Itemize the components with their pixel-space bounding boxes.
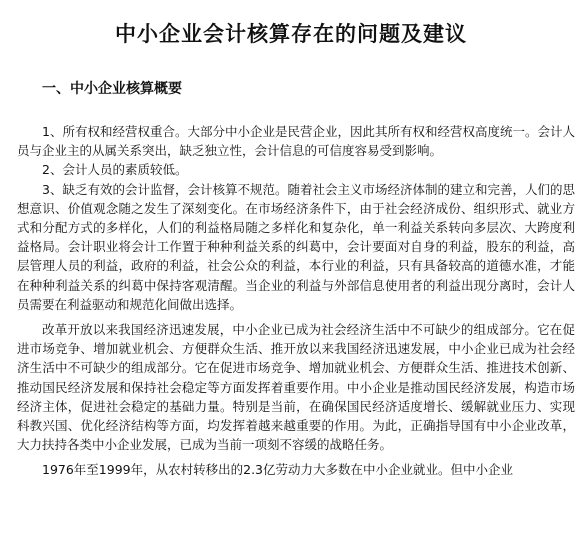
paragraph-ownership: 1、所有权和经营权重合。大部分中小企业是民营企业，因此其所有权和经营权高度统一。会计人员与企业主的从属关系突出，缺乏独立性，会计信息的可信度容易受到影响。 xyxy=(17,124,575,159)
paragraph-supervision: 3、缺乏有效的会计监督，会计核算不规范。随着社会主义市场经济体制的建立和完善，人们的思想意识、价值观念随之发生了深刻变化。在市场经济条件下，由于社会经济成份、组织形式、就业方式和分配方式的多样化，人们的利益格局随之多样化和复杂化，单一利益关系转向多层次、大跨度利益格局。会计职业将会计工作置于种种利益关系的纠葛中，会计要面对自身的利益，股东的利益，高层管理人员的利益，政府的利益，社会公众的利益，本行业的利益，只有具备较高的道德水准，才能在种种利益关系的纠葛中保持客观清醒。当企业的利益与外部信息使用者的利益出现分离时，会计人员需要在利益驱动和规范化间做出选择。 xyxy=(17,181,575,312)
document-body xyxy=(17,122,575,480)
paragraph-staff-quality: 2、会计人员的素质较低。 xyxy=(42,162,188,178)
document-title: 中小企业会计核算存在的问题及建议 xyxy=(115,22,467,46)
paragraph-reform: 改革开放以来我国经济迅速发展，中小企业已成为社会经济生活中不可缺少的组成部分。它在促进市场竞争、增加就业机会、方便群众生活、推开放以来我国经济迅速发展，中小企业已成为社会经济生活中不可缺少的组成部分。它在促进市场竞争、增加就业机会、方便群众生活、推进技术创新、推动国民经济发展和保持社会稳定等方面发挥着重要作用。中小企业是推动国民经济发展，构造市场经济主体，促进社会稳定的基础力量。特别是当前，在确保国民经济适度增长、缓解就业压力、实现科教兴国、优化经济结构等方面，均发挥着越来越重要的作用。为此，正确指导国有中小企业改革，大力扶持各类中小企业发展，已成为当前一项刻不容缓的战略任务。 xyxy=(17,322,575,453)
section-heading: 一、中小企业核算概要 xyxy=(42,81,182,97)
paragraph-labor-transfer: 1976年至1999年，从农村转移出的2.3亿劳动力大多数在中小企业就业。但中小企业 xyxy=(42,462,514,478)
